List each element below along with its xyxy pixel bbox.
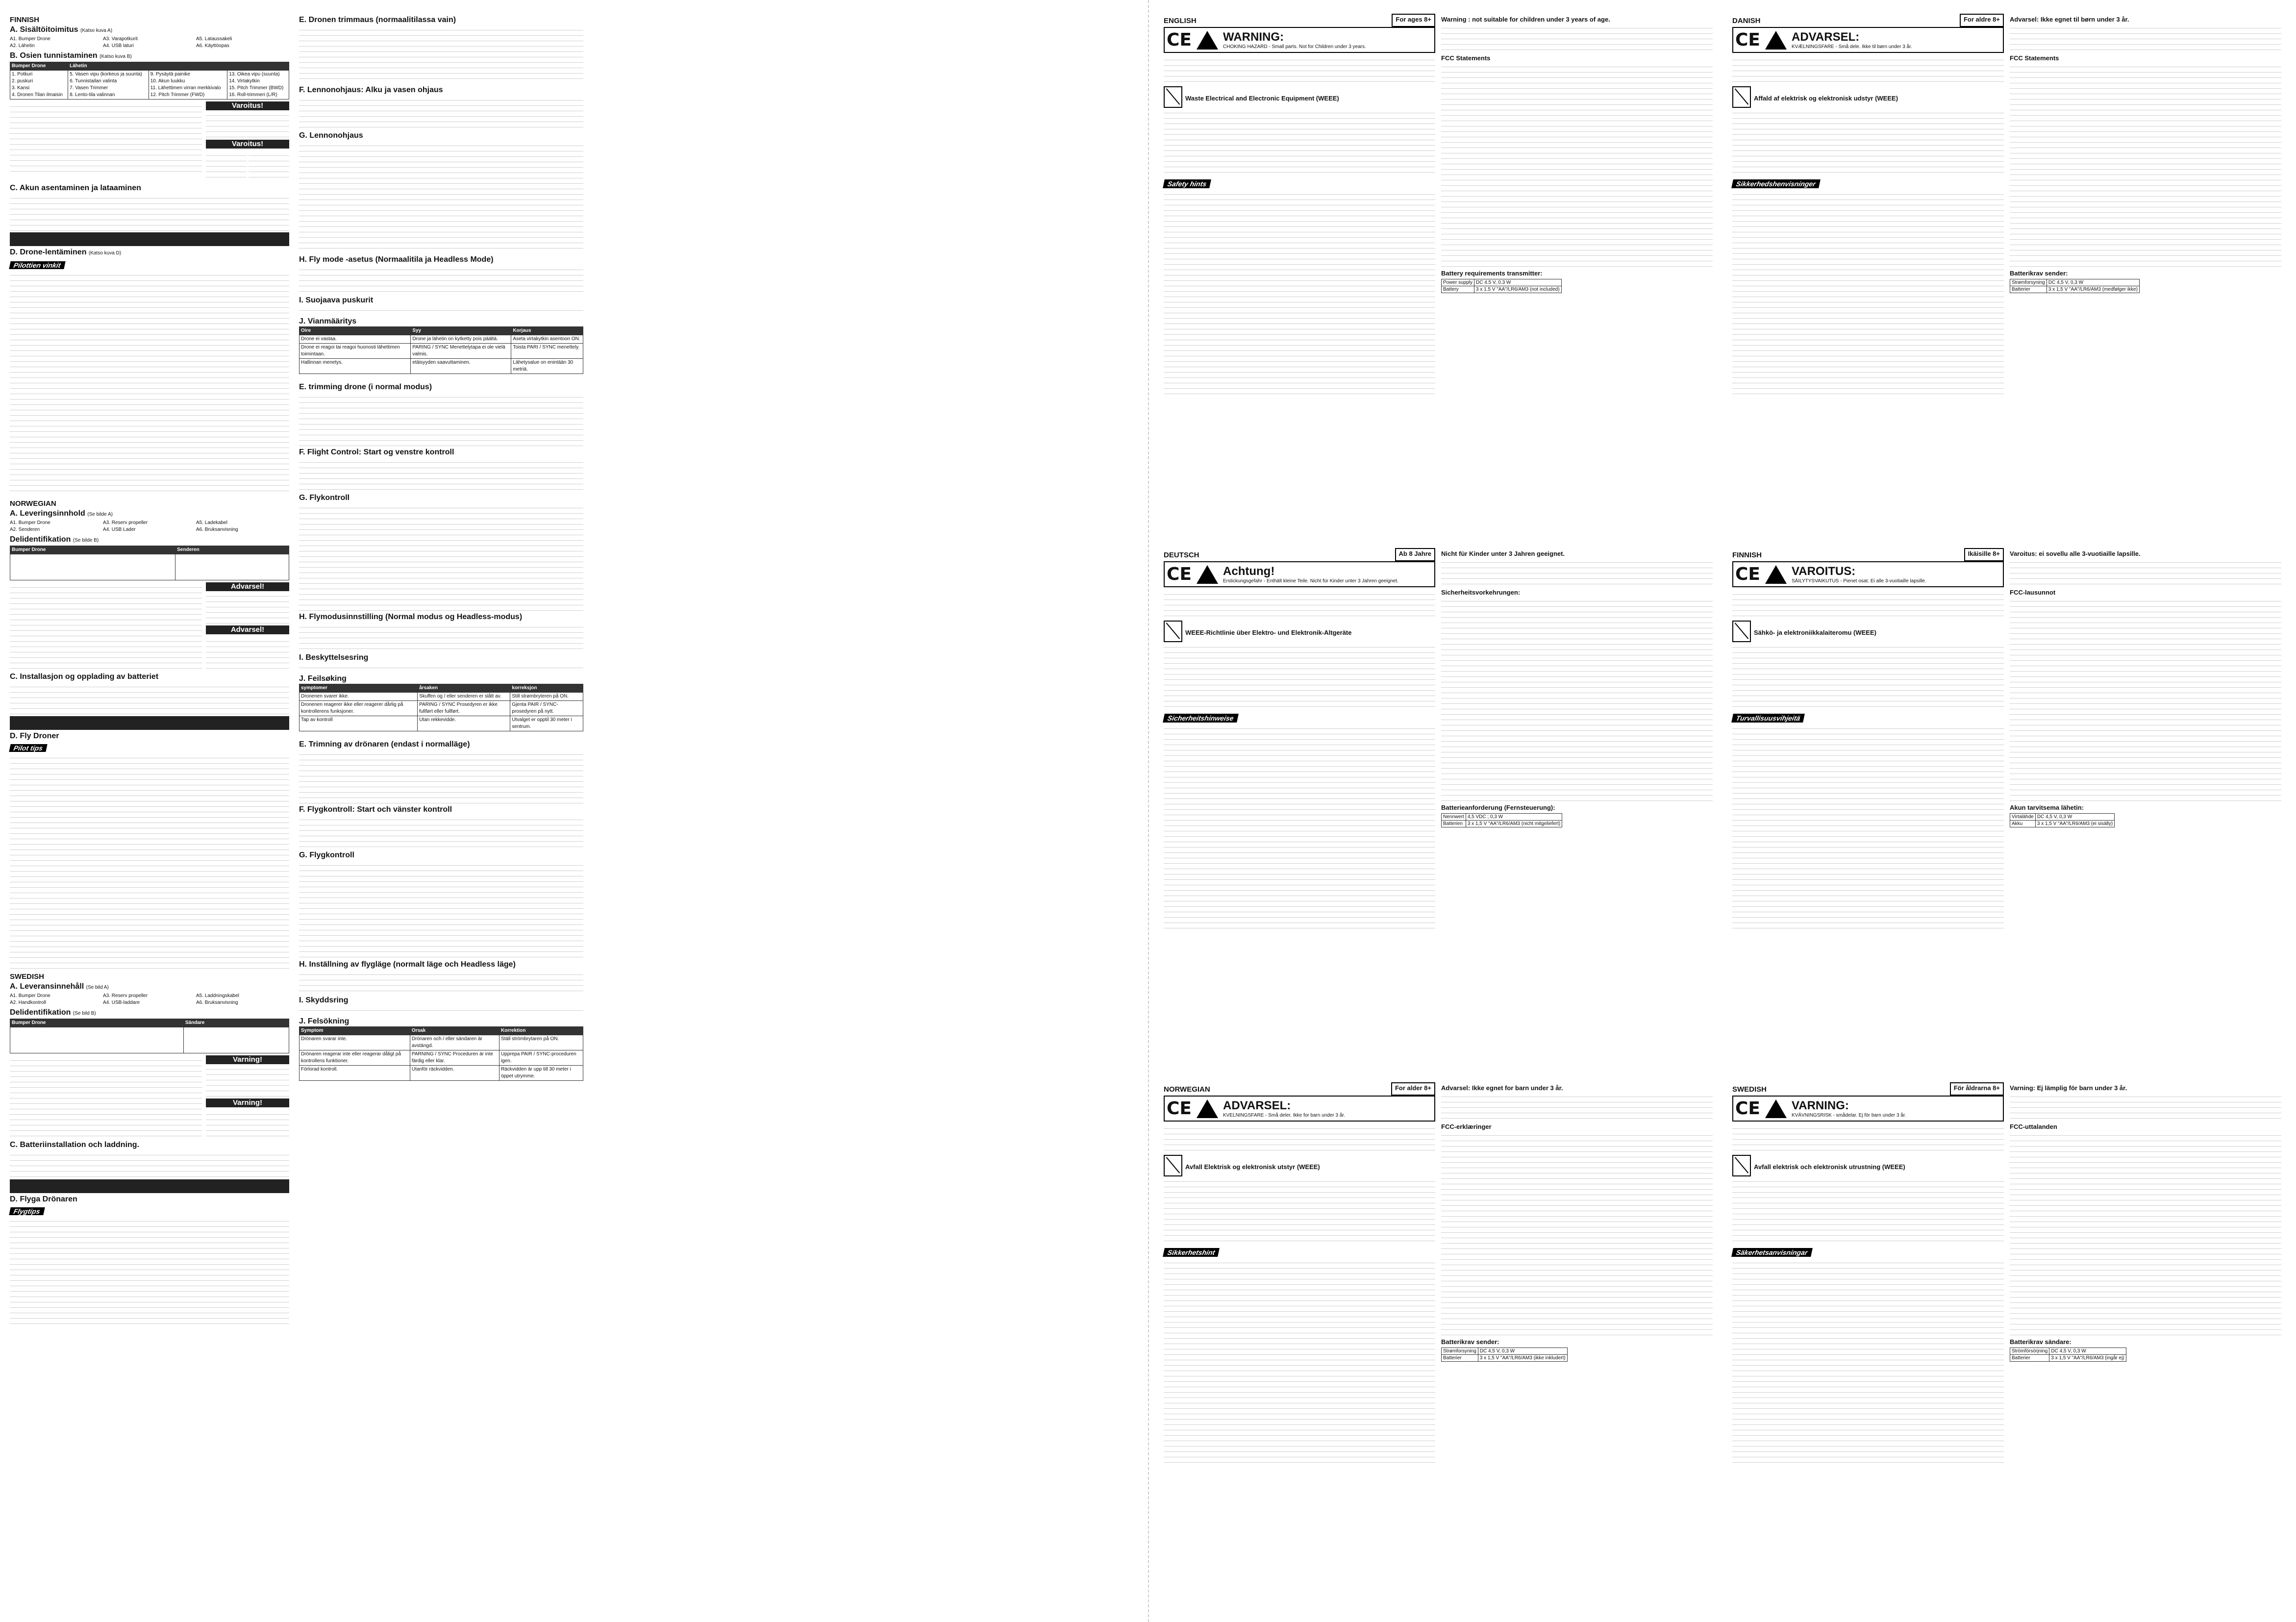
warning-triangle-icon (1765, 1099, 1787, 1118)
warning-box (1732, 561, 2004, 587)
fcc-title: FCC-erklæringer (1441, 1123, 1492, 1130)
table-row: Dronenen svarer ikke. Skuffen og / eller senderen er slått av. Still strømbryteren på ON. (299, 693, 583, 701)
table-header: Lähetin (68, 62, 289, 71)
weee-bin-icon (1164, 1155, 1182, 1176)
list-item: A5. Ladekabel (196, 520, 227, 525)
warning-title: ADVARSEL: (1223, 1099, 1291, 1112)
warning-triangle-icon (1197, 31, 1218, 50)
weee-title: Sähkö- ja elektroniikkalaiteromu (WEEE) (1754, 628, 1876, 636)
table-row: Hallinnan menetys. etäisyyden saavuttaminen. Lähetysalue on enintään 30 metriä. (299, 359, 583, 374)
weee-title: WEEE-Richtlinie über Elektro- und Elektronik-Altgeräte (1185, 628, 1352, 636)
table-header: symptomer (299, 684, 418, 693)
fcc-title: Sicherheitsvorkehrungen: (1441, 589, 1521, 596)
list-item: A4. USB-laddare (103, 1000, 140, 1005)
warning-title: VAROITUS: (1792, 565, 1856, 578)
lang-title: NORWEGIAN (10, 499, 56, 508)
table-header: Korrektion (499, 1027, 583, 1035)
warning-box (206, 1055, 289, 1139)
tip-badge: Pilottien vinkit (9, 261, 65, 269)
age-note: Varoitus: ei sovellu alle 3-vuotiaille lapsille. (2010, 550, 2141, 557)
lang-title: SWEDISH (1732, 1085, 1767, 1094)
section-j-title: J. Felsökning (299, 1017, 349, 1025)
ce-mark-icon: CE (1167, 564, 1192, 584)
table-row: Drone ei reagoi tai reagoi huonosti lähettimen toimintaan. PARING / SYNC Menettelytapa ei ole vielä valmis. Toista PARI / SYNC menettely. (299, 344, 583, 359)
troubleshoot-table (299, 326, 583, 374)
warning-box (1164, 1096, 1435, 1122)
list-item: A1. Bumper Drone (10, 36, 50, 42)
age-badge: För åldrarna 8+ (1950, 1082, 2004, 1096)
warning-box (1732, 27, 2004, 53)
warning-title: Achtung! (1223, 565, 1275, 578)
lang-title: DEUTSCH (1164, 551, 1199, 559)
age-note: Advarsel: Ikke egnet til børn under 3 år. (2010, 16, 2129, 23)
table-row: Förlorad kontroll. Utanför räckvidden. Räckvidden är upp till 30 meter i öppet utrymme. (299, 1066, 583, 1081)
list-item: A6. Käyttöopas (196, 43, 229, 49)
weee-bin-icon (1164, 86, 1182, 108)
table-header: Bumper Drone (10, 62, 68, 71)
finnish-part-2 (299, 17, 583, 374)
warning-title: Varoitus! (206, 101, 289, 110)
troubleshoot-table (299, 1026, 583, 1081)
table-header: Oire (299, 327, 411, 335)
lang-title: SWEDISH (10, 973, 45, 981)
text-block (10, 101, 202, 175)
tip-badge: Sicherheitshinweise (1163, 714, 1238, 723)
section-b-title: Delidentifikation (Se bild B) (10, 1008, 96, 1017)
warning-text: KVELNINGSFARE - Små deler. Ikke for barn under 3 år. (1223, 1113, 1346, 1118)
table-header: Bumper Drone (10, 546, 175, 554)
section-j-title: J. Feilsøking (299, 674, 347, 683)
section-c-title: C. Batteriinstallation och laddning. (10, 1141, 140, 1149)
table-header: Sändare (183, 1019, 289, 1027)
warning-box (1732, 1096, 2004, 1122)
battery-table: Virtalähde DC 4,5 V, 0,3 W Akku 3 x 1,5 V "AA"/LR6/AM3 (ei sisälly) (2010, 813, 2115, 827)
warning-title: Varoitus! (206, 140, 289, 149)
warning-box (206, 101, 289, 182)
battery-title: Batterikrav sender: (2010, 270, 2068, 277)
tip-badge: Safety hints (1163, 179, 1211, 188)
section-d-title: D. Drone-lentäminen (Katso kuva D) (10, 248, 122, 256)
warning-text: CHOKING HAZARD - Small parts. Not for Children under 3 years. (1223, 44, 1366, 50)
warning-title: Varning! (206, 1055, 289, 1064)
lang-title: FINNISH (1732, 551, 1762, 559)
table-row: Drönaren reagerar inte eller reagerar dåligt på kontrollens funktioner. PARNING / SYNC Proceduren är inte färdig eller klar. Upprepa PAIR / SYNC-proceduren igen. (299, 1050, 583, 1066)
battery-title: Battery requirements transmitter: (1441, 270, 1543, 277)
warning-title: ADVARSEL: (1792, 30, 1860, 44)
age-badge: For aldre 8+ (1960, 14, 2004, 27)
age-note: Nicht für Kinder unter 3 Jahren geeignet. (1441, 550, 1565, 557)
table-header: Korjaus (511, 327, 583, 335)
note-bar (10, 232, 289, 246)
tip-badge: Sikkerhedshenvisninger (1731, 179, 1821, 188)
section-d-title: D. Flyga Drönaren (10, 1195, 77, 1203)
section-f-title: F. Lennonohjaus: Alku ja vasen ohjaus (299, 86, 443, 94)
age-badge: For ages 8+ (1392, 14, 1435, 27)
section-f-title: F. Flight Control: Start og venstre kontroll (299, 448, 454, 456)
language-block-deutsch (1164, 548, 1713, 1073)
tip-badge: Turvallisuusvihjeitä (1731, 714, 1805, 723)
ce-mark-icon: CE (1167, 1098, 1192, 1119)
contents-list (10, 520, 289, 533)
section-g-title: G. Lennonohjaus (299, 131, 363, 140)
safety-grid (1164, 14, 2281, 1607)
norwegian-part-2 (299, 384, 583, 731)
warning-box (206, 582, 289, 671)
language-block-danish (1732, 14, 2281, 538)
warning-title: WARNING: (1223, 30, 1284, 44)
lang-title: ENGLISH (1164, 17, 1197, 25)
section-h-title: H. Inställning av flygläge (normalt läge och Headless läge) (299, 960, 516, 969)
weee-bin-icon (1732, 86, 1751, 108)
section-g-title: G. Flygkontroll (299, 851, 354, 859)
age-note: Advarsel: Ikke egnet for barn under 3 år. (1441, 1084, 1563, 1092)
fcc-title: FCC Statements (2010, 54, 2059, 62)
fcc-title: FCC-lausunnot (2010, 589, 2056, 596)
note-bar (10, 1179, 289, 1193)
language-block-swedish (1732, 1082, 2281, 1607)
tip-badge: Pilot tips (9, 744, 48, 752)
table-header: Bumper Drone (10, 1019, 184, 1027)
lang-title: NORWEGIAN (1164, 1085, 1210, 1094)
note-bar (10, 716, 289, 730)
battery-title: Batterieanforderung (Fernsteuerung): (1441, 804, 1555, 811)
column-2 (299, 14, 583, 1081)
battery-table: Strømforsyning DC 4,5 V, 0,3 W Batterier 3 x 1,5 V "AA"/LR6/AM3 (medfølger ikke) (2010, 279, 2140, 293)
list-item: A3. Reserv propeller (103, 520, 148, 525)
language-block-norwegian (1164, 1082, 1713, 1607)
table-header: Syy (411, 327, 511, 335)
list-item: A5. Laddningskabel (196, 993, 239, 998)
parts-table (10, 62, 289, 100)
language-block-english (1164, 14, 1713, 538)
warning-box (1164, 27, 1435, 53)
parts-table (10, 546, 289, 580)
battery-table: Power supply DC 4.5 V, 0.3 W Battery 3 x 1.5 V "AA"/LR6/AM3 (not included) (1441, 279, 1562, 293)
table-header: Senderen (175, 546, 289, 554)
tip-badge: Säkerhetsanvisningar (1731, 1248, 1812, 1257)
age-note: Warning : not suitable for children under 3 years of age. (1441, 16, 1610, 23)
table-cell: 5. Vasen vipu (korkeus ja suunta) 6. Tunnistailan valinta 7. Vasen Trimmer 8. Lento-tila valinnan (68, 71, 149, 100)
parts-table (10, 1019, 289, 1053)
weee-title: Affald af elektrisk og elektronisk udstyr (WEEE) (1754, 94, 1898, 102)
age-badge: Ab 8 Jahre (1395, 548, 1435, 561)
table-cell: 9. Pysäytä painike 10. Akun luukku 11. Lähettimen virran merkkivalo 12. Pitch Trimmer (FWD) (149, 71, 227, 100)
warning-title: VARNING: (1792, 1099, 1849, 1112)
list-item: A3. Varapotkurit (103, 36, 138, 42)
contents-list (10, 36, 289, 50)
norwegian-section (10, 500, 289, 969)
list-item: A1. Bumper Drone (10, 520, 50, 525)
weee-bin-icon (1732, 1155, 1751, 1176)
language-block-finnish (1732, 548, 2281, 1073)
section-a-title: A. Leveringsinnhold (Se bilde A) (10, 509, 113, 518)
list-item: A2. Senderen (10, 527, 40, 532)
tip-badge: Sikkerhetshint (1163, 1248, 1220, 1257)
list-item: A6. Bruksanvisning (196, 527, 238, 532)
section-b-title: B. Osien tunnistaminen (Katso kuva B) (10, 51, 132, 60)
table-cell (175, 554, 289, 580)
table-row: Drone ei vastaa. Drone ja lähetin on kytketty pois päältä. Aseta virtakytkin asentoon ON. (299, 335, 583, 344)
section-h-title: H. Flymodusinnstilling (Normal modus og Headless-modus) (299, 613, 523, 621)
warning-text: KVÄVNINGSRISK - smådelar. Ej för barn under 3 år. (1792, 1113, 1906, 1118)
section-e-title: E. Dronen trimmaus (normaalitilassa vain) (299, 16, 456, 24)
warning-triangle-icon (1765, 565, 1787, 584)
contents-list (10, 993, 289, 1006)
list-item: A1. Bumper Drone (10, 993, 50, 998)
battery-table: Strømforsyning DC 4,5 V, 0,3 W Batterier 3 x 1,5 V "AA"/LR6/AM3 (ikke inkludert) (1441, 1348, 1568, 1362)
table-cell: 1. Potkuri 2. puskuri 3. Kansi 4. Dronen Tilan ilmaisin (10, 71, 68, 100)
finnish-section (10, 17, 289, 496)
section-f-title: F. Flygkontroll: Start och vänster kontroll (299, 805, 452, 814)
column-1 (10, 14, 289, 1329)
list-item: A5. Lataussakeli (196, 36, 232, 42)
section-a-title: A. Leveransinnehåll (Se bild A) (10, 982, 109, 991)
list-item: A2. Lähetin (10, 43, 35, 49)
table-cell (10, 1027, 184, 1053)
section-c-title: C. Installasjon og opplading av batteriet (10, 673, 159, 681)
table-header: årsaken (418, 684, 510, 693)
list-item: A4. USB Lader (103, 527, 136, 532)
warning-text: KVÆLNINGSFARE - Små dele. Ikke til børn under 3 år. (1792, 44, 1912, 50)
ce-mark-icon: CE (1735, 30, 1761, 50)
tip-badge: Flygtips (9, 1207, 45, 1215)
section-b-title: Delidentifikation (Se bilde B) (10, 535, 99, 544)
table-row: Drönaren svarar inte. Drönaren och / eller sändaren är avstängd. Ställ strömbrytaren på ON. (299, 1035, 583, 1050)
list-item: A6. Bruksanvisning (196, 1000, 238, 1005)
warning-text: SÄILYTYSVAIKUTUS - Pienet osat. Ei alle 3-vuotiaille lapsille. (1792, 578, 1926, 584)
section-a-title: A. Sisältöitoimitus (Katso kuva A) (10, 25, 113, 34)
warning-triangle-icon (1197, 565, 1218, 584)
table-row: Tap av kontroll Utan rekkevidde. Utvalget er opptil 30 meter i sentrum. (299, 716, 583, 731)
list-item: A4. USB laturi (103, 43, 134, 49)
section-i-title: I. Skyddsring (299, 996, 349, 1004)
weee-title: Avfall elektrisk och elektronisk utrustning (WEEE) (1754, 1163, 1905, 1171)
battery-table: Strömförsörjning DC 4,5 V, 0,3 W Batterier 3 x 1,5 V "AA"/LR6/AM3 (ingår ej) (2010, 1348, 2126, 1362)
weee-bin-icon (1732, 621, 1751, 642)
fcc-title: FCC Statements (1441, 54, 1491, 62)
section-e-title: E. Trimning av drönaren (endast i normalläge) (299, 740, 470, 749)
warning-title: Advarsel! (206, 625, 289, 634)
table-cell (183, 1027, 289, 1053)
warning-text: Erstickungsgefahr - Enthält kleine Teile. Nicht für Kinder unter 3 Jahren geeignet. (1223, 578, 1398, 584)
swedish-section (10, 973, 289, 1329)
table-cell: 13. Oikea vipu (suunta) 14. Virtakytkin 15. Pitch Trimmer (BWD) 16. Roll-trimmeri (L/R) (227, 71, 289, 100)
battery-title: Batterikrav sender: (1441, 1338, 1499, 1346)
list-item: A3. Reserv propeller (103, 993, 148, 998)
weee-bin-icon (1164, 621, 1182, 642)
battery-title: Akun tarvitsema lähetin: (2010, 804, 2084, 811)
section-g-title: G. Flykontroll (299, 494, 350, 502)
warning-title: Advarsel! (206, 582, 289, 591)
section-d-title: D. Fly Droner (10, 732, 59, 740)
section-i-title: I. Suojaava puskurit (299, 296, 374, 304)
warning-triangle-icon (1765, 31, 1787, 50)
lang-title: FINNISH (10, 16, 39, 24)
section-h-title: H. Fly mode -asetus (Normaalitila ja Headless Mode) (299, 255, 494, 264)
section-j-title: J. Vianmääritys (299, 317, 357, 325)
table-header: Orsak (410, 1027, 499, 1035)
section-i-title: I. Beskyttelsesring (299, 653, 369, 662)
troubleshoot-table (299, 684, 583, 731)
age-badge: For alder 8+ (1391, 1082, 1435, 1096)
table-cell (10, 554, 175, 580)
swedish-part-2 (299, 741, 583, 1081)
battery-title: Batterikrav sändare: (2010, 1338, 2071, 1346)
weee-title: Avfall Elektrisk og elektronisk utstyr (WEEE) (1185, 1163, 1320, 1171)
ce-mark-icon: CE (1735, 1098, 1761, 1119)
right-page (1148, 0, 2296, 1622)
section-e-title: E. trimming drone (i normal modus) (299, 383, 432, 391)
warning-title: Varning! (206, 1098, 289, 1107)
weee-title: Waste Electrical and Electronic Equipment (WEEE) (1185, 94, 1339, 102)
table-header: korreksjon (510, 684, 583, 693)
ce-mark-icon: CE (1167, 30, 1192, 50)
warning-box (1164, 561, 1435, 587)
warning-triangle-icon (1197, 1099, 1218, 1118)
fcc-title: FCC-uttalanden (2010, 1123, 2057, 1130)
table-header: Symptom (299, 1027, 410, 1035)
age-note: Varning: Ej lämplig för barn under 3 år. (2010, 1084, 2127, 1092)
ce-mark-icon: CE (1735, 564, 1761, 584)
table-row: Dronenen reagerer ikke eller reagerer dårlig på kontrollerens funksjoner. PARING / SYNC Prosedyren er ikke fullført eller fullført. Gjenta PAIR / SYNC-prosedyren på nytt. (299, 701, 583, 716)
age-badge: Ikäisille 8+ (1964, 548, 2004, 561)
list-item: A2. Handkontroll (10, 1000, 46, 1005)
section-c-title: C. Akun asentaminen ja lataaminen (10, 184, 141, 192)
battery-table: Nennwert 4,5 VDC ; 0,3 W Batterien 3 x 1,5 V "AA"/LR6/AM3 (nicht mitgeliefert) (1441, 813, 1562, 827)
lang-title: DANISH (1732, 17, 1761, 25)
